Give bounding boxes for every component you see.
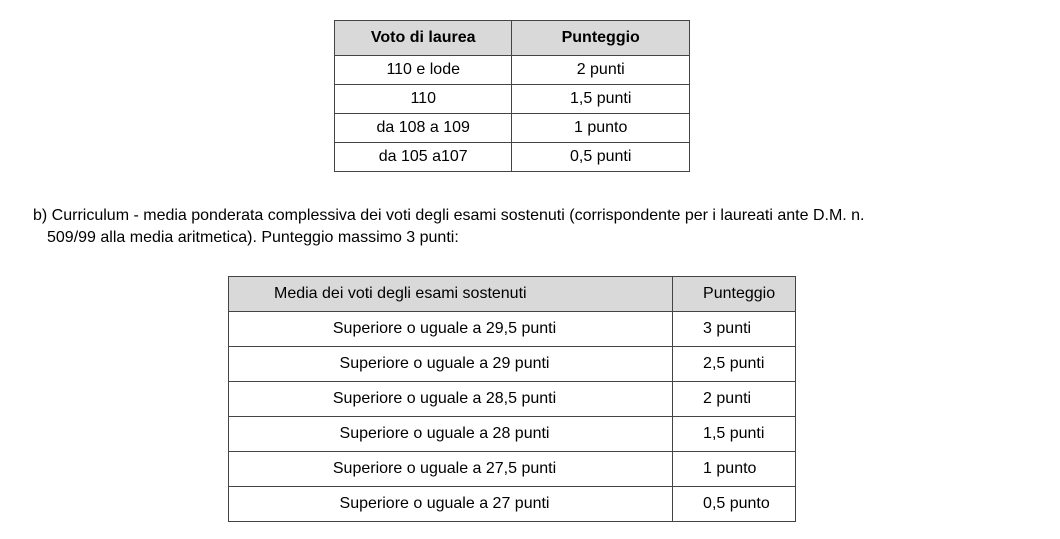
degree-grade-table	[334, 20, 690, 172]
table-row	[229, 417, 796, 452]
exam-average-cell: Superiore o uguale a 27,5 punti	[229, 452, 673, 487]
exam-average-cell: Superiore o uguale a 27 punti	[229, 487, 673, 522]
column-header-exam-average: Media dei voti degli esami sostenuti	[229, 277, 673, 312]
exam-average-cell: Superiore o uguale a 28 punti	[229, 417, 673, 452]
table-row	[335, 56, 690, 85]
table-row	[229, 487, 796, 522]
column-header-degree-grade: Voto di laurea	[335, 21, 512, 56]
table-row	[229, 382, 796, 417]
column-header-score: Punteggio	[673, 277, 796, 312]
score-cell: 2 punti	[673, 382, 796, 417]
curriculum-paragraph	[33, 205, 1033, 249]
exam-average-cell: Superiore o uguale a 29 punti	[229, 347, 673, 382]
score-cell: 0,5 punti	[512, 143, 690, 172]
table-row	[229, 452, 796, 487]
exam-average-cell: Superiore o uguale a 28,5 punti	[229, 382, 673, 417]
table-row	[335, 85, 690, 114]
table-row	[229, 312, 796, 347]
paragraph-line-2: 509/99 alla media aritmetica). Punteggio massimo 3 punti:	[47, 229, 459, 246]
exam-average-table	[228, 276, 796, 522]
table-row	[335, 114, 690, 143]
score-cell: 2,5 punti	[673, 347, 796, 382]
table-header-row	[229, 277, 796, 312]
degree-grade-cell: da 105 a107	[335, 143, 512, 172]
degree-grade-cell: da 108 a 109	[335, 114, 512, 143]
table-row	[229, 347, 796, 382]
table-header-row	[335, 21, 690, 56]
table-row	[335, 143, 690, 172]
score-cell: 1,5 punti	[512, 85, 690, 114]
column-header-score: Punteggio	[512, 21, 690, 56]
exam-average-cell: Superiore o uguale a 29,5 punti	[229, 312, 673, 347]
score-cell: 0,5 punto	[673, 487, 796, 522]
score-cell: 3 punti	[673, 312, 796, 347]
paragraph-line-1: b) Curriculum - media ponderata complessiva dei voti degli esami sostenuti (corrispondente per i laureati ante D.M. n.	[33, 207, 865, 224]
score-cell: 1 punto	[673, 452, 796, 487]
score-cell: 1,5 punti	[673, 417, 796, 452]
score-cell: 2 punti	[512, 56, 690, 85]
degree-grade-cell: 110 e lode	[335, 56, 512, 85]
score-cell: 1 punto	[512, 114, 690, 143]
degree-grade-cell: 110	[335, 85, 512, 114]
